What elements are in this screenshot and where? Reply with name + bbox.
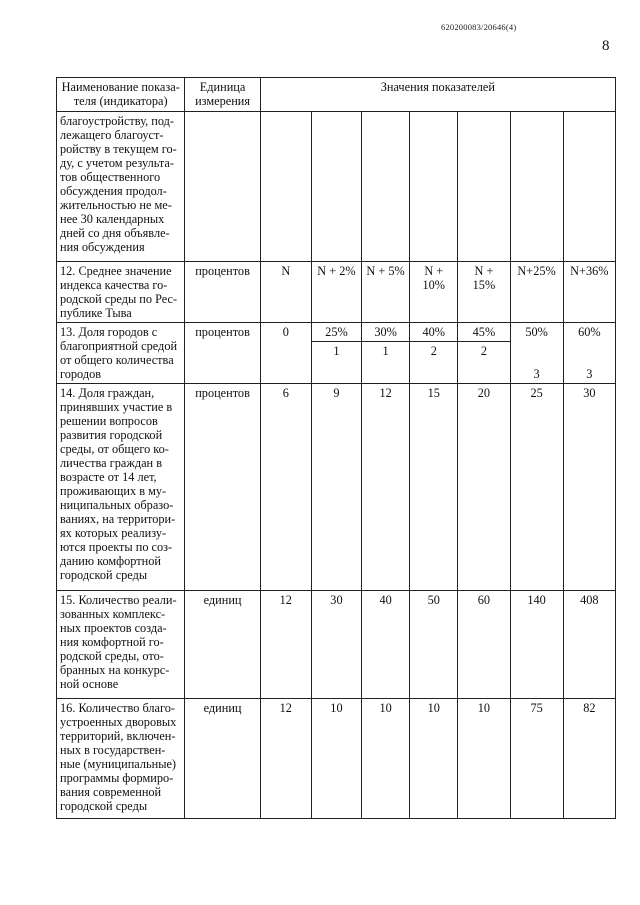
indicator-name: благоустройству, под- лежащего благоуст- ройству в текущем го- ду, с учетом результа- тов общественного обсуждения продол- жительностью не ме- нее 30 календарных дней со дня объявле- ния обсуждения [57, 112, 185, 262]
value-text: 50% [525, 325, 548, 339]
table-row [57, 384, 616, 591]
indicator-name: 16. Количество благо- устроенных дворовых территорий, включен- ных в государствен- ные (муниципальные) программы формиро- вания современной городской среды [57, 699, 185, 819]
value-cell [260, 323, 311, 384]
value-text: 40% [422, 325, 446, 339]
value-cell [563, 112, 615, 262]
value-cell: 12 [362, 384, 410, 591]
indicator-name: 14. Доля граждан, принявших участие в решении вопросов развития городской среды, от общего ко- личества граждан в возрасте от 14 лет, проживающих в му- ниципальных образо- ваниях, на территори- ях которых реализу- ются проекты по соз- данию комфортной городской среды [57, 384, 185, 591]
sub-value-text: 2 [458, 341, 509, 358]
header-indicator-name: Наименование показа- теля (индикатора) [57, 78, 185, 112]
value-cell: N + 2% [311, 262, 361, 323]
value-cell: N + 10% [410, 262, 458, 323]
value-cell [563, 323, 615, 384]
indicators-table [56, 77, 616, 819]
value-cell: N + 5% [362, 262, 410, 323]
value-cell: 15 [410, 384, 458, 591]
table-row [57, 699, 616, 819]
table-row [57, 323, 616, 384]
header-values: Значения показателей [260, 78, 615, 112]
unit-cell: процентов [185, 384, 260, 591]
value-cell: N+36% [563, 262, 615, 323]
value-cell [311, 112, 361, 262]
value-cell: 6 [260, 384, 311, 591]
value-cell [362, 323, 410, 384]
value-cell: N [260, 262, 311, 323]
value-cell: 10 [458, 699, 510, 819]
page-number: 8 [602, 38, 610, 54]
unit-cell: процентов [185, 262, 260, 323]
value-text: 45% [472, 325, 496, 339]
value-cell: 40 [362, 591, 410, 699]
unit-cell [185, 112, 260, 262]
table-row [57, 262, 616, 323]
value-cell: 25 [510, 384, 563, 591]
value-cell: 12 [260, 591, 311, 699]
value-text: 25% [325, 325, 348, 339]
value-cell: 9 [311, 384, 361, 591]
value-cell: 60 [458, 591, 510, 699]
value-cell: 82 [563, 699, 615, 819]
sub-value-text: 3 [586, 367, 593, 381]
value-cell [410, 323, 458, 384]
indicator-name: 15. Количество реали- зованных комплекс- ных проектов созда- ния комфортной го- родской среды, ото- бранных на конкурс- ной основе [57, 591, 185, 699]
header-unit: Единица измерения [185, 78, 260, 112]
value-cell: 75 [510, 699, 563, 819]
sub-value-text: 1 [362, 341, 409, 358]
value-cell [510, 112, 563, 262]
value-cell [311, 323, 361, 384]
value-cell: 10 [410, 699, 458, 819]
value-cell [458, 323, 510, 384]
indicator-name: 12. Среднее значение индекса качества го- родской среды по Рес- публике Тыва [57, 262, 185, 323]
table-header-row [57, 78, 616, 112]
value-cell [410, 112, 458, 262]
unit-cell: процентов [185, 323, 260, 384]
value-cell: 50 [410, 591, 458, 699]
value-cell: 30 [563, 384, 615, 591]
value-cell: 10 [311, 699, 361, 819]
value-cell: 30 [311, 591, 361, 699]
indicator-name: 13. Доля городов с благоприятной средой от общего количества городов [57, 323, 185, 384]
table-row [57, 112, 616, 262]
value-cell [260, 112, 311, 262]
sub-value-text: 1 [312, 341, 361, 358]
sub-value-text: 3 [533, 367, 540, 381]
value-cell [362, 112, 410, 262]
value-text: 60% [578, 325, 601, 339]
unit-cell: единиц [185, 699, 260, 819]
value-text: 0 [282, 325, 289, 339]
table-row [57, 591, 616, 699]
value-cell: 10 [362, 699, 410, 819]
value-cell: 140 [510, 591, 563, 699]
unit-cell: единиц [185, 591, 260, 699]
value-cell: 20 [458, 384, 510, 591]
value-cell: 12 [260, 699, 311, 819]
value-text: 30% [374, 325, 397, 339]
value-cell: N+25% [510, 262, 563, 323]
document-number: 620200083/20646(4) [441, 22, 517, 32]
value-cell [510, 323, 563, 384]
value-cell [458, 112, 510, 262]
sub-value-text: 2 [410, 341, 457, 358]
value-cell: N + 15% [458, 262, 510, 323]
value-cell: 408 [563, 591, 615, 699]
